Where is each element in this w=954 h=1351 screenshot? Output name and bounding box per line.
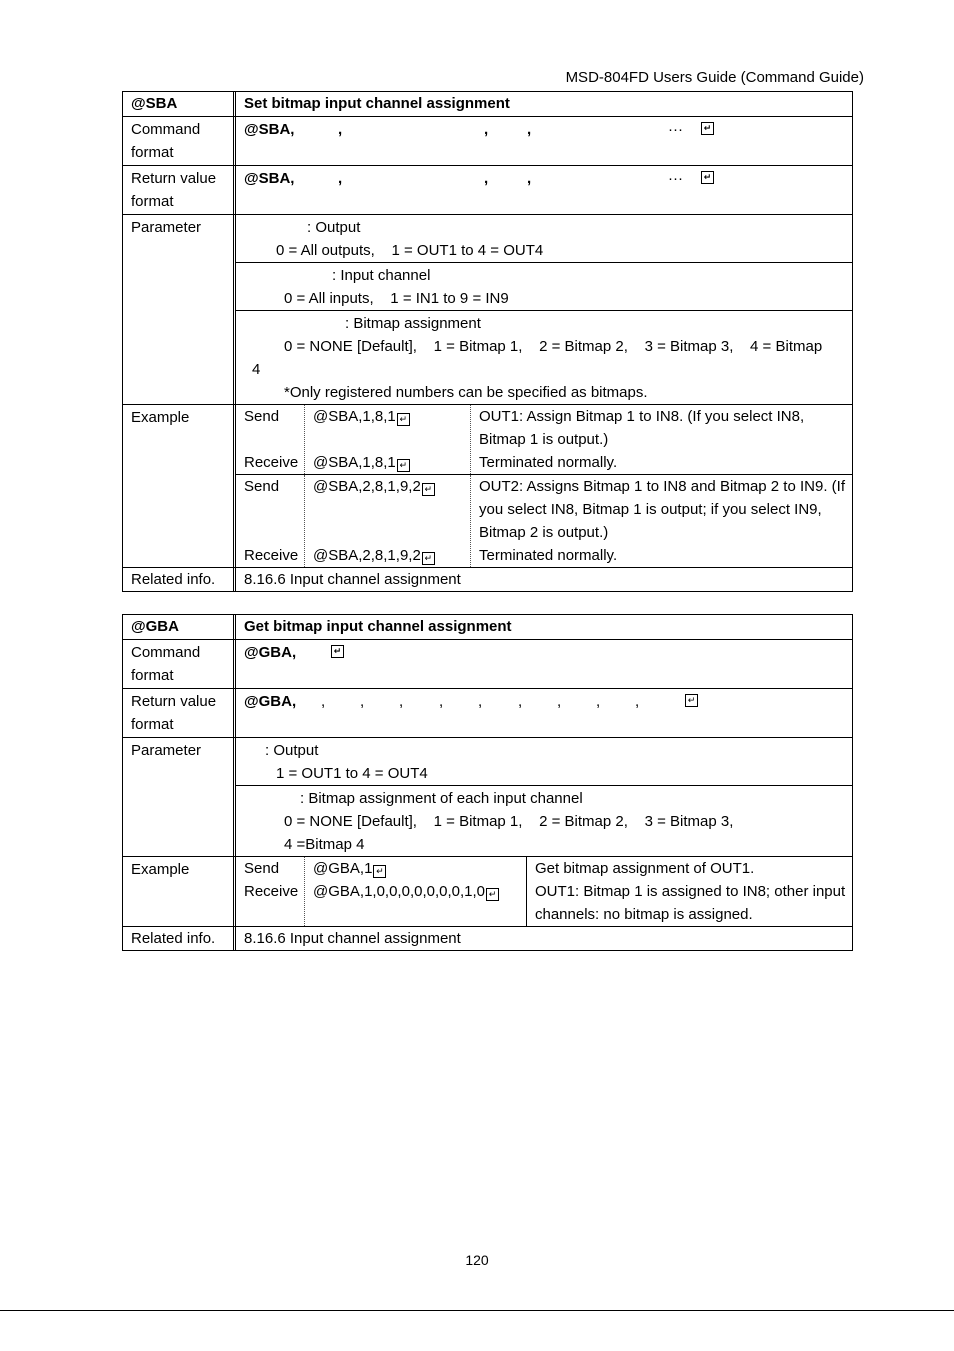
sba-command-label: Command bbox=[131, 121, 201, 138]
gba-ex-recv-cmd: @GBA,1,0,0,0,0,0,0,0,1,0 bbox=[313, 883, 486, 900]
enter-key-icon: ↵ bbox=[685, 694, 698, 707]
gba-example-row bbox=[123, 856, 852, 926]
enter-key-icon: ↵ bbox=[397, 459, 410, 472]
gba-command-format bbox=[244, 641, 852, 664]
sba-param2-values: 0 = All inputs, 1 = IN1 to 9 = IN9 bbox=[284, 290, 509, 307]
gba-param2-values-2: 4 =Bitmap 4 bbox=[284, 836, 365, 853]
gba-related-row bbox=[123, 926, 852, 950]
enter-key-icon: ↵ bbox=[422, 483, 435, 496]
sba-parameter-row bbox=[123, 214, 852, 404]
gba-return-format-row bbox=[123, 688, 852, 737]
sba-ex1-recv-cmd: @SBA,1,8,1 bbox=[313, 454, 396, 471]
sba-format-prefix: @SBA, bbox=[244, 121, 295, 138]
gba-related-label: Related info. bbox=[123, 927, 236, 950]
gba-param2-values: 0 = NONE [Default], 1 = Bitmap 1, 2 = Bitmap 2, 3 = Bitmap 3, bbox=[284, 813, 734, 830]
gba-param-bitmap bbox=[236, 785, 852, 856]
gba-format-comma: , bbox=[399, 693, 404, 710]
sba-return-label-2: format bbox=[131, 193, 174, 210]
sba-param3-values-wrap: 4 bbox=[252, 361, 261, 378]
sba-format-comma: , bbox=[338, 170, 343, 187]
sba-format-comma: , bbox=[338, 121, 343, 138]
footer-divider bbox=[0, 1310, 954, 1311]
sba-title: Set bitmap input channel assignment bbox=[244, 95, 510, 112]
enter-key-icon: ↵ bbox=[486, 888, 499, 901]
sba-ex2-send-label: Send bbox=[244, 478, 280, 495]
page-header: MSD-804FD Users Guide (Command Guide) bbox=[565, 69, 864, 86]
gba-return-format bbox=[244, 690, 852, 713]
sba-param3-note: *Only registered numbers can be specified as bitmaps. bbox=[284, 384, 648, 401]
gba-command-label-2: format bbox=[131, 667, 174, 684]
enter-key-icon: ↵ bbox=[701, 122, 714, 135]
gba-ex-recv-desc: OUT1: Bitmap 1 is assigned to IN8; other input channels: no bitmap is assigned. bbox=[535, 883, 846, 923]
sba-related-label: Related info. bbox=[123, 568, 236, 591]
sba-return-label: Return value bbox=[131, 170, 217, 187]
gba-return-label: Return value bbox=[131, 693, 217, 710]
gba-param-output bbox=[244, 739, 852, 785]
sba-param3-desc: : Bitmap assignment bbox=[345, 315, 481, 332]
sba-param1-values: 0 = All outputs, 1 = OUT1 to 4 = OUT4 bbox=[276, 242, 544, 259]
sba-ex1-recv-label: Receive bbox=[244, 454, 299, 471]
gba-ex-recv-label: Receive bbox=[244, 883, 299, 900]
gba-ex-send-label: Send bbox=[244, 860, 280, 877]
gba-format-comma: , bbox=[478, 693, 483, 710]
gba-param2-desc: : Bitmap assignment of each input channel bbox=[300, 790, 583, 807]
sba-command-table bbox=[122, 91, 853, 592]
sba-ex2-recv-cmd: @SBA,2,8,1,9,2 bbox=[313, 547, 421, 564]
gba-format-comma: , bbox=[360, 693, 365, 710]
gba-title: Get bitmap input channel assignment bbox=[244, 618, 512, 635]
sba-param3-values: 0 = NONE [Default], 1 = Bitmap 1, 2 = Bitmap 2, 3 = Bitmap 3, 4 = Bitmap bbox=[284, 338, 823, 355]
enter-key-icon: ↵ bbox=[331, 645, 344, 658]
sba-example-label: Example bbox=[123, 405, 236, 567]
gba-format-comma: , bbox=[321, 693, 326, 710]
gba-related-value: 8.16.6 Input channel assignment bbox=[244, 930, 461, 947]
sba-header-row bbox=[123, 92, 852, 117]
page-number: 120 bbox=[465, 1252, 489, 1268]
gba-ex-send-desc: Get bitmap assignment of OUT1. bbox=[535, 860, 755, 877]
gba-param1-values: 1 = OUT1 to 4 = OUT4 bbox=[276, 765, 428, 782]
enter-key-icon: ↵ bbox=[373, 865, 386, 878]
enter-key-icon: ↵ bbox=[422, 552, 435, 565]
sba-format-comma: , bbox=[484, 121, 489, 138]
sba-param2-desc: : Input channel bbox=[332, 267, 431, 284]
enter-key-icon: ↵ bbox=[397, 413, 410, 426]
gba-format-comma: , bbox=[557, 693, 562, 710]
gba-param1-desc: : Output bbox=[265, 742, 319, 759]
sba-related-row bbox=[123, 567, 852, 591]
sba-example-row bbox=[123, 404, 852, 567]
sba-ex1-send-cmd: @SBA,1,8,1 bbox=[313, 408, 396, 425]
sba-format-comma: , bbox=[527, 121, 532, 138]
sba-command-label-2: format bbox=[131, 144, 174, 161]
sba-ex2-recv-label: Receive bbox=[244, 547, 299, 564]
sba-format-comma: , bbox=[527, 170, 532, 187]
gba-command-format-row bbox=[123, 640, 852, 688]
gba-example bbox=[236, 857, 852, 926]
sba-param-input bbox=[236, 262, 852, 310]
sba-command-format bbox=[244, 118, 852, 141]
gba-code: @GBA bbox=[123, 615, 236, 639]
sba-format-ellipsis: ··· bbox=[668, 170, 683, 187]
sba-ex2-recv-desc: Terminated normally. bbox=[479, 547, 618, 564]
enter-key-icon: ↵ bbox=[701, 171, 714, 184]
sba-return-format-row bbox=[123, 165, 852, 214]
gba-command-table bbox=[122, 614, 853, 951]
gba-header-row bbox=[123, 615, 852, 640]
sba-param-output bbox=[244, 216, 852, 262]
sba-code: @SBA bbox=[123, 92, 236, 116]
gba-format-comma: , bbox=[596, 693, 601, 710]
gba-format-comma: , bbox=[635, 693, 640, 710]
gba-parameter-row bbox=[123, 737, 852, 856]
gba-format-comma: , bbox=[439, 693, 444, 710]
sba-ex2-send-desc: OUT2: Assigns Bitmap 1 to IN8 and Bitmap 2 to IN9. (If you select IN8, Bitmap 1 is output; if you select IN9, Bitmap 2 is output.) bbox=[479, 478, 845, 541]
sba-command-format-row bbox=[123, 117, 852, 165]
gba-format-prefix: @GBA, bbox=[244, 693, 297, 710]
sba-format-prefix: @SBA, bbox=[244, 170, 295, 187]
sba-ex1-recv-desc: Terminated normally. bbox=[479, 454, 618, 471]
gba-example-label: Example bbox=[123, 857, 236, 926]
gba-return-label-2: format bbox=[131, 716, 174, 733]
sba-format-ellipsis: ··· bbox=[668, 121, 683, 138]
gba-command-label: Command bbox=[131, 644, 201, 661]
gba-format-comma: , bbox=[518, 693, 523, 710]
sba-ex1-send-desc: OUT1: Assign Bitmap 1 to IN8. (If you select IN8, Bitmap 1 is output.) bbox=[479, 408, 805, 448]
sba-ex2-send-cmd: @SBA,2,8,1,9,2 bbox=[313, 478, 421, 495]
sba-parameter-label: Parameter bbox=[123, 215, 236, 404]
sba-return-format bbox=[244, 167, 852, 190]
sba-param1-desc: : Output bbox=[307, 219, 361, 236]
sba-example-1 bbox=[236, 405, 852, 474]
sba-ex1-send-label: Send bbox=[244, 408, 280, 425]
sba-example-2 bbox=[236, 474, 852, 567]
gba-ex-send-cmd: @GBA,1 bbox=[313, 860, 373, 877]
sba-related-value: 8.16.6 Input channel assignment bbox=[244, 571, 461, 588]
gba-parameter-label: Parameter bbox=[123, 738, 236, 856]
gba-format-prefix: @GBA, bbox=[244, 644, 297, 661]
sba-param-bitmap bbox=[236, 310, 852, 404]
sba-format-comma: , bbox=[484, 170, 489, 187]
